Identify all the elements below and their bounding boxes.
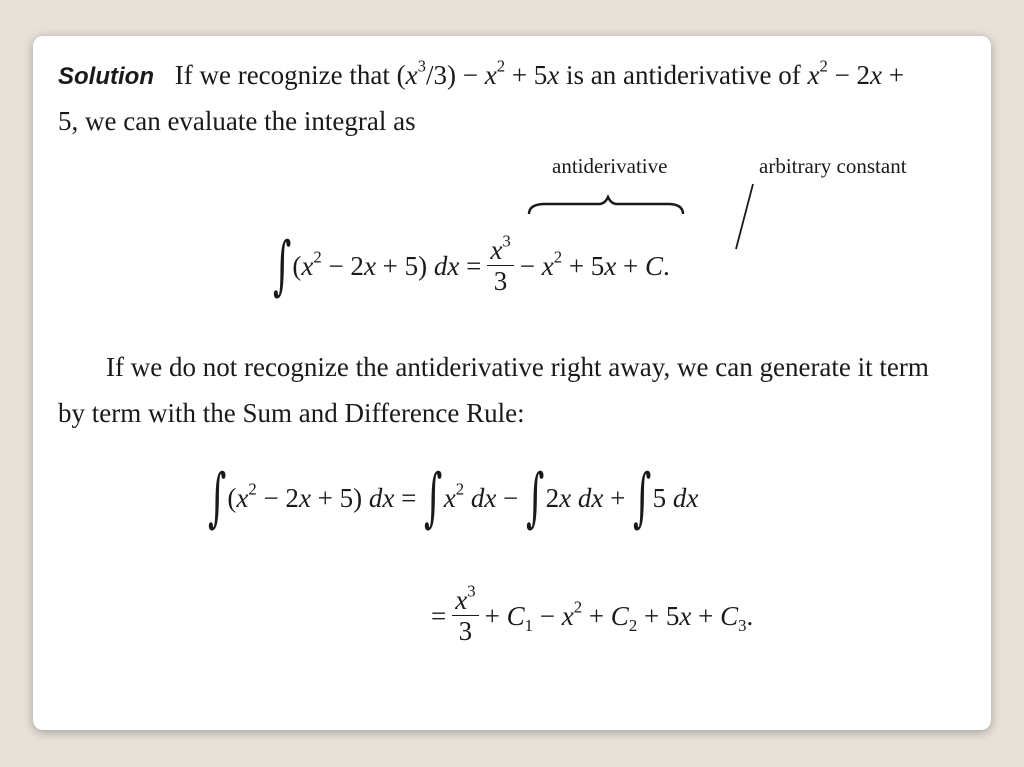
integral-sign: ∫ xyxy=(424,461,443,535)
overbrace xyxy=(529,197,683,214)
solution-label: Solution xyxy=(58,63,154,90)
integral-sign: ∫ xyxy=(633,461,652,535)
slide-card xyxy=(33,36,991,730)
antiderivative-annotation: antiderivative xyxy=(552,154,668,178)
para2-line-1: If we do not recognize the antiderivative right away, we can generate it term xyxy=(106,352,929,382)
equation-2-line-2: = $\frac{x^3}{3}$ + $C_1 - x^2 + C_2 + 5x + C_3$. xyxy=(431,581,754,646)
constant-pointer-line xyxy=(736,184,753,249)
fraction-x3-over-3: $\frac{x^3}{3}$ xyxy=(452,587,478,645)
intro-text: If we recognize that $(x^3/3) - x^2 + 5x$ is an antiderivative of $x^2 - 2x$ + xyxy=(174,56,905,90)
equation-2-line-1: ∫ $(x^2 - 2x + 5)$ dx = ∫ $x^2$ dx − ∫ 2x dx + ∫ 5 dx xyxy=(208,461,699,535)
equation-1: ∫ $(x^2 - 2x + 5)$ dx = $\frac{x^3}{3}$ − $x^2 + 5x + C$. xyxy=(273,229,670,303)
fraction-x3-over-3: $\frac{x^3}{3}$ xyxy=(487,237,513,295)
integral-sign: ∫ xyxy=(526,461,545,535)
intro-line-2: 5, we can evaluate the integral as xyxy=(58,106,416,136)
para2-line-2: by term with the Sum and Difference Rule: xyxy=(58,398,525,428)
integral-sign: ∫ xyxy=(273,229,292,303)
integral-sign: ∫ xyxy=(208,461,227,535)
arbitrary-constant-annotation: arbitrary constant xyxy=(759,154,907,178)
